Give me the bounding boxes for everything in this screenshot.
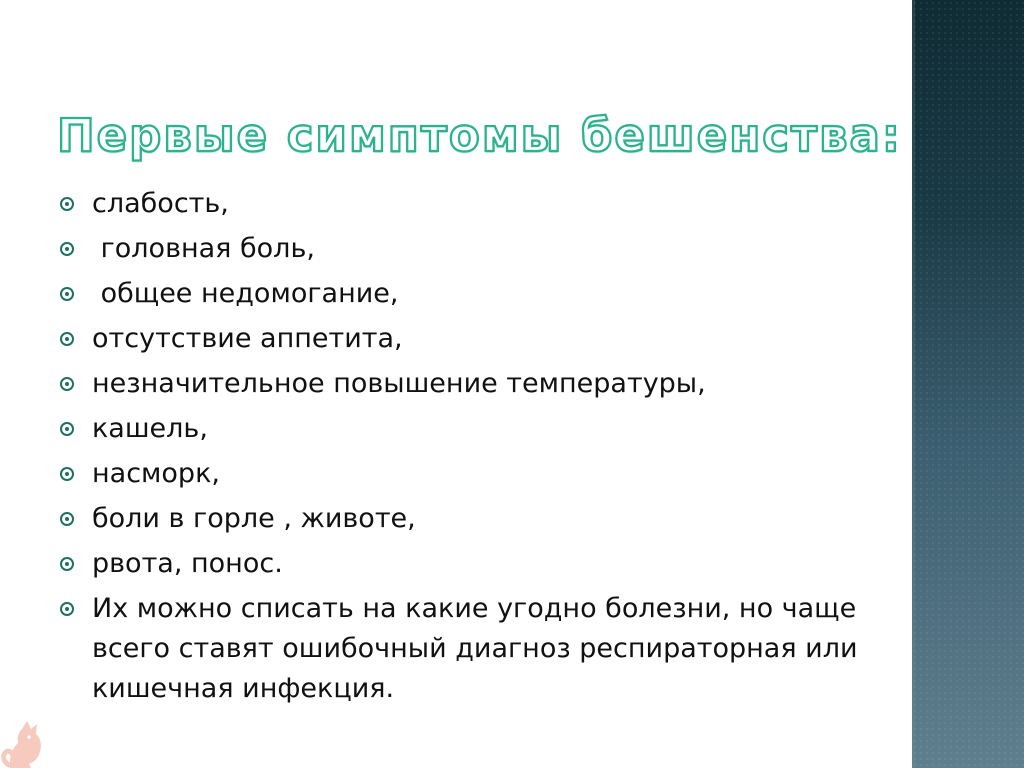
list-item <box>60 229 880 274</box>
list-item <box>60 274 880 319</box>
circle-dot-icon <box>60 602 74 616</box>
list-item <box>60 589 880 709</box>
list-item-text: общее недомогание, <box>92 278 399 309</box>
list-item-text: отсутствие аппетита, <box>92 323 403 354</box>
slide-title: Первые симптомы бешенства: <box>57 109 902 162</box>
list-item <box>60 544 880 589</box>
circle-dot-icon <box>60 467 74 481</box>
circle-dot-icon <box>60 377 74 391</box>
circle-dot-icon <box>60 512 74 526</box>
list-item-text: рвота, понос. <box>92 548 283 579</box>
list-item-text: насморк, <box>92 458 220 489</box>
circle-dot-icon <box>60 197 74 211</box>
list-item <box>60 454 880 499</box>
list-item-text: кашель, <box>92 413 208 444</box>
list-item <box>60 409 880 454</box>
list-item <box>60 319 880 364</box>
cat-icon <box>0 714 52 768</box>
symptom-list <box>60 184 880 709</box>
decorative-right-band <box>912 0 1024 768</box>
list-item <box>60 184 880 229</box>
list-item-text: Их можно списать на какие угодно болезни, но чаще всего ставят ошибочный диагноз респираторная или кишечная инфекция. <box>92 593 858 704</box>
list-item-text: слабость, <box>92 188 229 219</box>
list-item-text: незначительное повышение температуры, <box>92 368 706 399</box>
list-item <box>60 364 880 409</box>
circle-dot-icon <box>60 242 74 256</box>
circle-dot-icon <box>60 332 74 346</box>
list-item-text: головная боль, <box>92 233 315 264</box>
list-item <box>60 499 880 544</box>
circle-dot-icon <box>60 422 74 436</box>
circle-dot-icon <box>60 287 74 301</box>
circle-dot-icon <box>60 557 74 571</box>
list-item-text: боли в горле , животе, <box>92 503 416 534</box>
